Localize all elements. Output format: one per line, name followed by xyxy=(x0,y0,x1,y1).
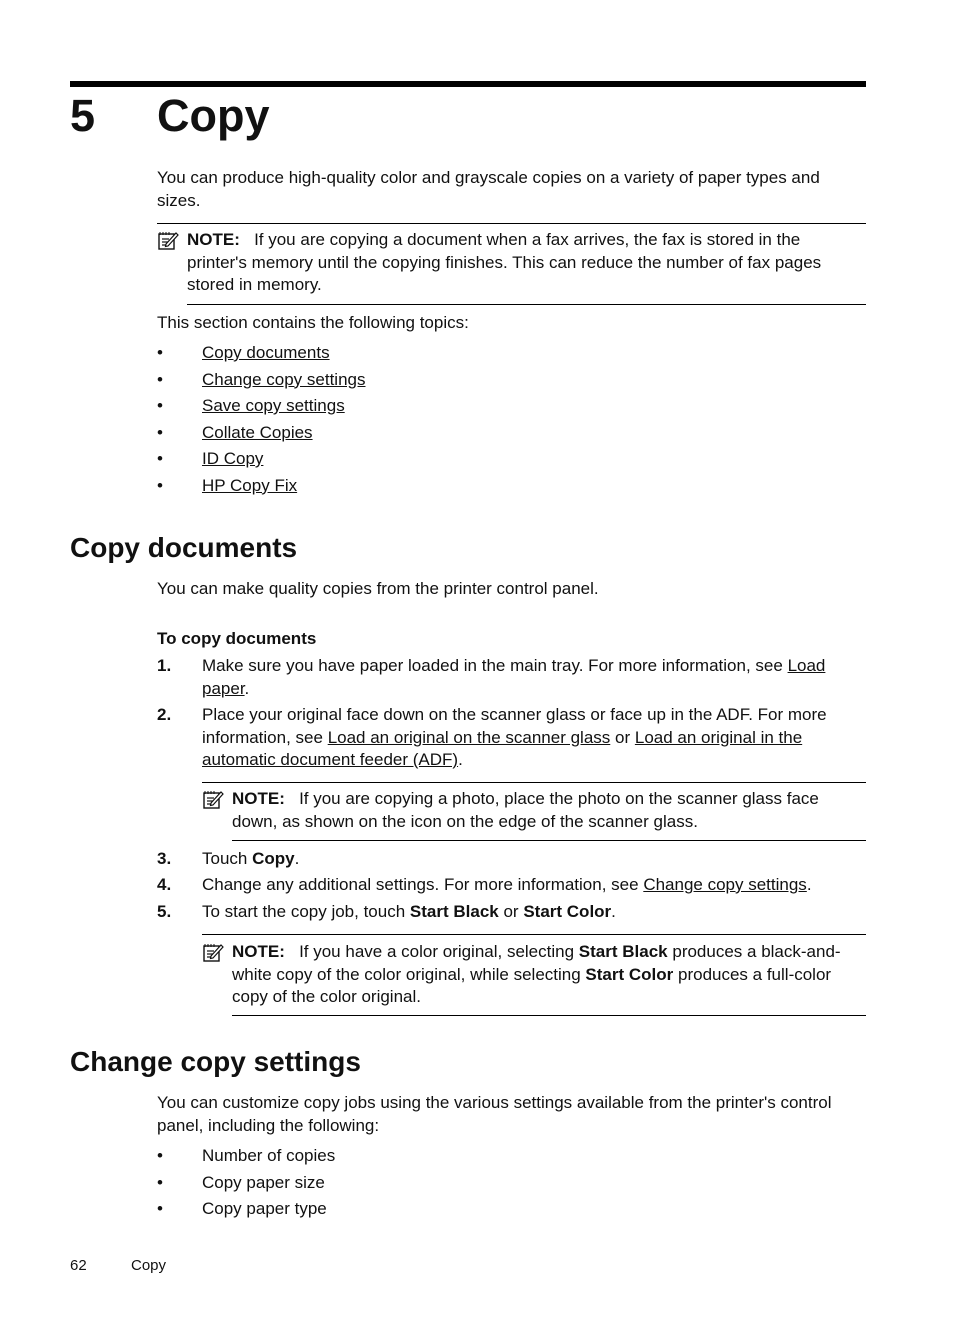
note-bottom-rule xyxy=(232,840,866,841)
page-number: 62 xyxy=(70,1257,87,1274)
list-item-label: Copy paper size xyxy=(202,1172,325,1192)
step-connector: or xyxy=(615,727,631,747)
bullet-marker: • xyxy=(157,369,163,389)
step-number: 2. xyxy=(157,705,172,724)
step-end: . xyxy=(294,849,300,868)
note-bottom-rule xyxy=(232,1015,866,1016)
step-end: . xyxy=(244,678,250,698)
note-text: produces a black-and-white copy of the color original, while selecting xyxy=(232,942,841,984)
note-text: If you have a color original, selecting xyxy=(299,942,575,961)
note-text: If you are copying a photo, place the photo on the scanner glass face down, as shown on the icon on the edge of the scanner glass. xyxy=(232,789,819,831)
list-item-label: Number of copies xyxy=(202,1146,336,1165)
note-top-rule xyxy=(202,782,866,783)
bullet-marker: • xyxy=(157,396,163,415)
note-pencil-icon xyxy=(202,789,224,811)
note-label: NOTE: xyxy=(232,942,285,961)
bullet-marker: • xyxy=(157,475,163,495)
section-heading-change-copy-settings: Change copy settings xyxy=(70,1046,361,1077)
note-label: NOTE: xyxy=(232,789,285,808)
step-number: 1. xyxy=(157,656,172,675)
step-body: To start the copy job, touch xyxy=(202,902,406,921)
step-end: . xyxy=(611,902,616,921)
chapter-top-rule xyxy=(70,81,866,87)
step-number: 4. xyxy=(157,875,172,894)
chapter-intro: You can produce high-quality color and grayscale copies on a variety of paper types and sizes. xyxy=(157,168,820,210)
step-body: Place your original face down on the scanner glass or face up in the ADF. For more information, see xyxy=(202,705,827,747)
step-text xyxy=(202,848,299,871)
step-text xyxy=(202,901,616,924)
chapter-title: Copy xyxy=(157,90,270,141)
topic-link[interactable]: Collate Copies xyxy=(202,422,313,442)
note-top-rule xyxy=(202,934,866,935)
topic-item xyxy=(157,342,330,364)
step-end: . xyxy=(806,875,812,894)
step-body: Touch xyxy=(202,849,248,868)
step-body: Change any additional settings. For more information, see xyxy=(202,875,639,894)
bullet-marker: • xyxy=(157,1146,163,1165)
bullet-marker: • xyxy=(157,422,163,442)
procedure-title: To copy documents xyxy=(157,629,317,648)
start-color-ref: Start Color xyxy=(585,964,674,984)
topic-link[interactable]: ID Copy xyxy=(202,449,264,468)
topic-link[interactable]: HP Copy Fix xyxy=(202,475,298,495)
scanner-glass-link[interactable]: Load an original on the scanner glass xyxy=(327,727,611,747)
bullet-marker: • xyxy=(157,1172,163,1192)
note-body xyxy=(232,788,866,833)
chapter-number: 5 xyxy=(70,90,96,141)
copy-button-ref: Copy xyxy=(252,849,295,868)
topic-link[interactable]: Change copy settings xyxy=(202,369,366,389)
note-body xyxy=(232,941,854,1009)
section-intro: You can customize copy jobs using the various settings available from the printer's control panel, including the following: xyxy=(157,1093,832,1135)
start-color-ref: Start Color xyxy=(523,902,612,921)
start-black-ref: Start Black xyxy=(578,942,668,961)
note-body xyxy=(187,229,859,297)
step-text xyxy=(202,704,862,772)
topic-item xyxy=(157,448,264,470)
note-text: produces a full-color copy of the color original. xyxy=(232,964,832,1006)
section-heading-copy-documents: Copy documents xyxy=(70,532,298,563)
topics-intro: This section contains the following topics: xyxy=(157,313,469,332)
step-text xyxy=(202,655,862,700)
list-item-label: Copy paper type xyxy=(202,1199,327,1218)
note-pencil-icon xyxy=(157,230,179,252)
list-item xyxy=(157,1145,336,1167)
note-top-rule xyxy=(157,223,866,224)
bullet-marker: • xyxy=(157,1199,163,1218)
section-intro: You can make quality copies from the printer control panel. xyxy=(157,579,599,598)
topic-item xyxy=(157,475,298,497)
bullet-marker: • xyxy=(157,449,163,468)
adf-link[interactable]: Load an original in the automatic document feeder (ADF) xyxy=(202,727,803,769)
load-paper-link[interactable]: Load paper xyxy=(202,656,826,698)
step-text xyxy=(202,874,812,897)
list-item xyxy=(157,1172,325,1194)
step-end: . xyxy=(458,750,463,769)
change-copy-settings-link[interactable]: Change copy settings xyxy=(643,875,807,894)
footer-chapter-label: Copy xyxy=(131,1257,167,1274)
step-number: 3. xyxy=(157,849,172,868)
topic-link[interactable]: Copy documents xyxy=(202,343,330,362)
note-pencil-icon xyxy=(202,942,224,964)
topic-link[interactable]: Save copy settings xyxy=(202,396,345,415)
step-body: Make sure you have paper loaded in the main tray. For more information, see xyxy=(202,656,783,675)
topic-item xyxy=(157,395,345,417)
note-bottom-rule xyxy=(187,304,866,305)
step-number: 5. xyxy=(157,902,172,921)
start-black-ref: Start Black xyxy=(409,902,499,921)
note-text: If you are copying a document when a fax arrives, the fax is stored in the printer's memory until the copying finishes. This can reduce the number of fax pages stored in memory. xyxy=(187,230,822,294)
topic-item xyxy=(157,422,313,444)
bullet-marker: • xyxy=(157,343,163,362)
step-connector: or xyxy=(503,902,519,921)
list-item xyxy=(157,1198,327,1220)
note-label: NOTE: xyxy=(187,230,240,249)
topic-item xyxy=(157,369,366,391)
